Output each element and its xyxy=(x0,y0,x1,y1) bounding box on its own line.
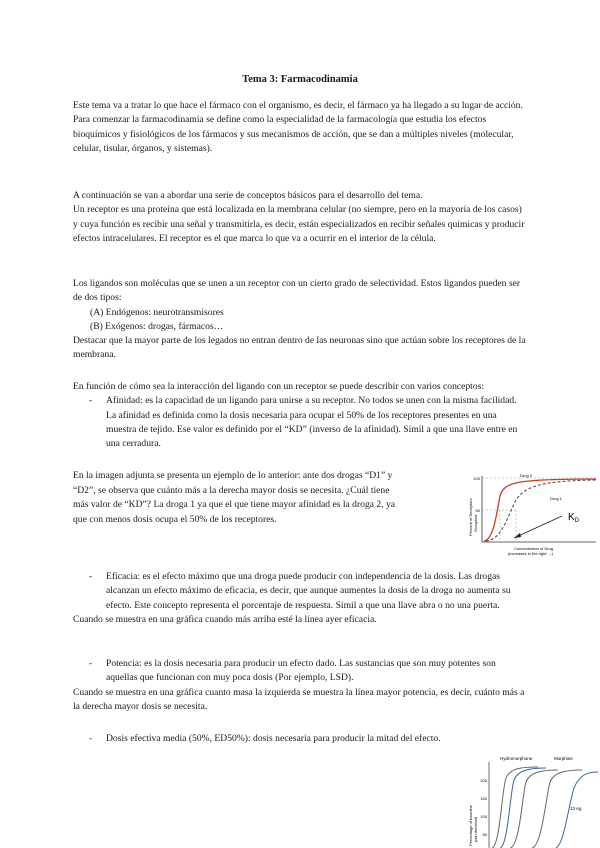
tick-50: 50 xyxy=(475,508,480,513)
afinidad-text: Afinidad: es la capacidad de un ligando para unirse a su receptor. No todos se unen con la misma facilidad. La afinidad es definida como la dosis necesaria para ocupar el 50% de los receptores presentes en una muestra de tejido. Ese valor es definido por el “KD” (inverso de la afinidad). Símil a que una llave entre en una cerradura. xyxy=(106,395,518,450)
page-title: Tema 3: Farmacodinamia xyxy=(242,74,358,85)
list-marker: - xyxy=(89,571,93,582)
label-13-ag: 13 Ag xyxy=(570,806,582,811)
interaccion-section xyxy=(73,380,528,451)
potencia-text: Potencia: es la dosis necesaria para producir un efecto dado. Las sustancias que son muy potentes son aquellas que funcionan con muy poca dosis (Por ejemplo, LSD). xyxy=(106,658,496,684)
eficacia-text: Eficacia: es el efecto máximo que una droga puede producir con independencia de la dosis. Las drogas alcanzan un efecto máximo de eficacia, es decir, que aunque aumentes la dosis de la droga no aumenta su efecto. Este concepto representa el porcentaje de respuesta. Símil a que una llave abra o no una puerta. xyxy=(106,571,511,611)
y-axis-label: Percent of Receptors xyxy=(468,498,473,536)
interaccion-intro: En función de cómo sea la interacción del ligando con un receptor se puede describir con varios conceptos: xyxy=(73,381,485,392)
tick-50: 50 xyxy=(482,832,487,837)
eficacia-note: Cuando se muestra en una gráfica cuando más arriba esté la línea ayer eficacia. xyxy=(73,613,377,625)
imagen-line-1: En la imagen adjunta se presenta un ejemplo de lo anterior: ante dos drogas “D1” y xyxy=(73,470,393,481)
tick-200: 200 xyxy=(480,778,487,783)
kd-label: $K_D$ xyxy=(568,512,580,524)
tick-100: 100 xyxy=(480,814,487,819)
receptor-occupancy-figure xyxy=(464,470,600,562)
hydromorphone-label: Hydromorphone xyxy=(500,756,533,761)
ligandos-section xyxy=(73,277,528,363)
dosis-section xyxy=(73,732,513,746)
eficacia-section xyxy=(73,570,528,627)
ligando-exogenos: (B) Exógenos: drogas, fármacos… xyxy=(90,320,224,332)
imagen-line-3: más valor de “KD”? La droga 1 ya que el que tiene mayor afinidad es la droga 2, ya xyxy=(73,499,396,511)
dose-response-figure xyxy=(462,748,600,848)
receptor-definition: Un receptor es una proteína que está localizada en la membrana celular (no siempre, pero en la mayoría de los casos) y cuya función es recibir una señal y transmitirla, es decir, están especializados en recibir señales químicas y producir efectos intracelulares. El receptor es el que marca lo que va a ocurrir en el interior de la célula. xyxy=(73,204,525,244)
intro-paragraph: Este tema va a tratar lo que hace el fármaco con el organismo, es decir, el fármaco ya ha llegado a su lugar de acción. xyxy=(73,100,523,111)
ligando-endogenos: (A) Endógenos: neurotransmisores xyxy=(90,306,224,318)
y-axis-sublabel: pain threshold xyxy=(473,816,478,842)
x-axis-label: Concentration of Drug xyxy=(514,546,554,551)
morphine-label: Morphine xyxy=(554,756,573,761)
drug-1-curve xyxy=(486,480,596,541)
curve-1 xyxy=(492,767,538,848)
potencia-note: Cuando se muestra en una gráfica cuanto masa la izquierda se muestra la línea mayor potencia, es decir, cuánto más a la derecha mayor dosis se necesita. xyxy=(73,686,525,712)
list-marker: - xyxy=(89,395,93,407)
tick-100: 100 xyxy=(473,476,480,481)
list-marker: - xyxy=(89,658,93,669)
concepts-intro: A continuación se van a abordar una serie de conceptos básicos para el desarrollo del tema. xyxy=(73,190,423,201)
arrow-head-icon xyxy=(514,533,521,538)
receptor-section xyxy=(73,189,528,246)
drug-1-label: Drug 1 xyxy=(550,496,563,501)
imagen-line-2: “D2”, se observa que cuánto más a la derecha mayor dosis se necesita. ¿Cuál tiene xyxy=(73,484,390,496)
ligandos-note: Destacar que la mayor parte de los legados no entran dentro de las neuronas sino que actúan sobre los receptores de la membrana. xyxy=(73,335,526,361)
ligandos-definition: Los ligandos son moléculas que se unen a un receptor con un cierto grado de selectividad. Estos ligandos pueden ser de dos tipos: xyxy=(73,278,521,304)
y-axis-sublabel: Occupied xyxy=(473,515,478,532)
dosis-item xyxy=(73,732,513,746)
afinidad-item xyxy=(73,394,528,451)
curve-3 xyxy=(510,770,558,848)
potencia-item xyxy=(73,657,528,686)
eficacia-item xyxy=(73,570,528,613)
imagen-line-4: que con menos dosis ocupa el 50% de los receptores. xyxy=(73,513,277,525)
kd-arrow xyxy=(514,516,562,538)
tick-150: 150 xyxy=(480,796,487,801)
potencia-section xyxy=(73,657,528,714)
list-marker: - xyxy=(89,733,93,744)
y-axis-label: Percentage of baseline xyxy=(468,805,473,846)
dosis-text: Dosis efectiva media (50%, ED50%): dosis necesaria para producir la mitad del efecto. xyxy=(106,733,441,744)
x-axis-sublabel: (increases to the right →) xyxy=(508,551,553,556)
intro-section xyxy=(73,99,528,156)
drug-2-label: Drug 2 xyxy=(520,473,533,478)
definition-paragraph: Para comenzar la farmacodinamia se define como la especialidad de la farmacología que estudia los efectos bioquímicos y fisiológicos de los fármacos y sus mecanismos de acción, que se dan a múltiples niveles (molecular, celular, tisular, órganos, y sistemas). xyxy=(73,114,514,154)
imagen-paragraph xyxy=(73,469,453,527)
